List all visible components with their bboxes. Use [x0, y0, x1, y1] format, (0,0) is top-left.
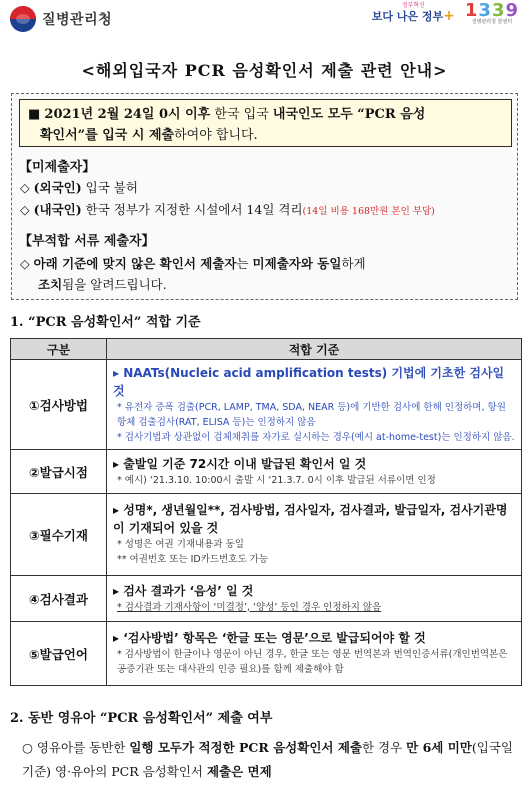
diamond-icon: ◇ [20, 180, 34, 195]
page-header [0, 0, 529, 40]
foreigner-rule: ◇ (외국인) 입국 불허 [20, 180, 138, 195]
section-2-body: ○ 영유아를 동반한 일행 모두가 적정한 PCR 음성확인서 제출한 경우 만 6세 미만(입국일 기준) 영·유아의 PCR 음성확인서 제출은 면제 [22, 740, 513, 779]
org-name: 질병관리청 [42, 12, 113, 28]
improper-rule-cont: 조치됨을 알려드립니다. [38, 277, 167, 292]
criteria-table [10, 338, 522, 686]
criterion-text: ▸ 출발일 기준 72시간 이내 발급된 확인서 일 것 [113, 456, 367, 471]
column-header: 적합 기준 [107, 339, 522, 360]
diamond-icon: ◇ [20, 202, 34, 217]
criterion-text: ▸ 검사 결과가 ‘음성’ 일 것 [113, 583, 254, 598]
table-row [11, 622, 522, 686]
criterion-note: * 성명은 여권 기재내용과 동일 [117, 539, 244, 550]
non-submitter-heading: 【미제출자】 [19, 160, 96, 175]
table-header-row [11, 339, 522, 360]
row-label: ②발급시점 [11, 450, 107, 494]
taegeuk-emblem-icon [10, 6, 36, 32]
citizen-rule: ◇ (내국인) 한국 정부가 지정한 시설에서 14일 격리(14일 비용 168만원 본인 부담) [20, 202, 435, 217]
section-2-title: 2. 동반 영유아 “PCR 음성확인서” 제출 여부 [10, 711, 273, 726]
improper-rule: ◇ 아래 기준에 맞지 않은 확인서 제출자는 미제출자와 동일하게 [20, 256, 366, 271]
criterion-text: ▸ 성명*, 생년월일**, 검사방법, 검사일자, 검사결과, 발급일자, 검사기관명이 기재되어 있을 것 [113, 503, 508, 535]
call-center-logo: 1339 질병관리청 콜센터 [464, 0, 519, 25]
section-1-title: 1. “PCR 음성확인서” 적합 기준 [10, 315, 201, 330]
table-row [11, 576, 522, 622]
table-row [11, 494, 522, 576]
bullet-square-icon: ■ [28, 107, 45, 122]
improper-submitter-heading: 【부적합 서류 제출자】 [19, 234, 155, 249]
table-row [11, 450, 522, 494]
gov-innovation-logo: 정부혁신 보다 나은 정부+ [371, 2, 455, 25]
row-label: ③필수기재 [11, 494, 107, 576]
table-row [11, 360, 522, 450]
diamond-icon: ◇ [20, 256, 34, 271]
row-label: ⑤발급언어 [11, 622, 107, 686]
criterion-text: ▸ NAATs(Nucleic acid amplification tests) 기법에 기초한 검사일 것 [113, 365, 505, 398]
page-title: <해외입국자 PCR 음성확인서 제출 관련 안내> [81, 61, 448, 80]
criterion-note: * 검사결과 기재사항이 ‘미결정’, ‘양성’ 등인 경우 인정하지 않음 [117, 601, 382, 613]
criterion-note: * 예시) ‘21.3.10. 10:00시 출발 시 ‘21.3.7. 0시 이후 발급된 서류이면 인정 [117, 474, 436, 486]
kdca-logo [10, 6, 112, 32]
criterion-note: * 검사방법이 한글이나 영문이 아닌 경우, 한글 또는 영문 번역본과 번역인증서류(개인번역본은 공증기관 또는 대사관의 인증 필요)를 함께 제출해야 함 [117, 649, 508, 675]
row-label: ④검사결과 [11, 576, 107, 622]
row-label: ①검사방법 [11, 360, 107, 450]
criterion-note: * 검사기법과 상관없이 검체채취를 자가로 실시하는 경우(예시 at-home-test)는 인정하지 않음. [117, 431, 515, 443]
plus-icon: + [443, 8, 455, 25]
column-header: 구분 [11, 339, 107, 360]
criterion-note: * 유전자 증폭 검출(PCR, LAMP, TMA, SDA, NEAR 등)에 기반한 검사에 한해 인정하며, 항원항체 검출검사(RAT, ELISA 등)는 인정하지 않음 [117, 401, 506, 428]
highlight-notice: ■ 2021년 2월 24일 0시 이후 한국 입국 내국인도 모두 “PCR 음성 확인서”를 입국 시 제출하여야 합니다. [19, 99, 512, 147]
criterion-note: ** 여권번호 또는 ID카드번호도 가능 [117, 554, 268, 565]
notice-box [11, 93, 518, 300]
criterion-text: ▸ ‘검사방법’ 항목은 ‘한글 또는 영문’으로 발급되어야 할 것 [113, 631, 426, 645]
